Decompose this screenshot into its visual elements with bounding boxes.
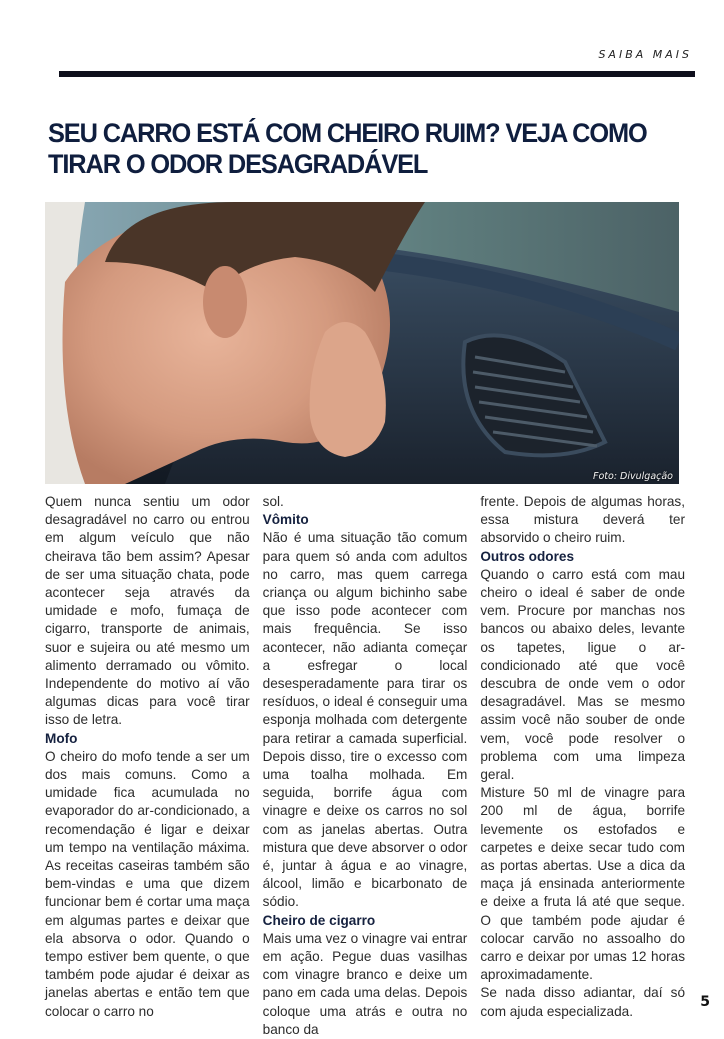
paragraph: Quem nunca sentiu um odor desagradável no carro ou entrou em algum veículo que não cheirava tão bem assim? Apesar de ser uma situação chata, pode acontecer seja através da umidade e mofo, fumaça de cigarro, transporte de animais, suor e sujeira ou até mesmo um alimento derramado ou vômito. Independente do motivo aí vão algumas dicas para você tirar isso de letra. bbox=[45, 494, 250, 728]
paragraph: O cheiro do mofo tende a ser um dos mais comuns. Como a umidade fica acumulada no evaporador do ar-condicionado, a recomendação é ligar e deixar um tempo na ventilação máxima. As receitas caseiras também são bem-vindas e uma que dizem funcionar bem é cortar uma maça em algumas partes e deixar que ela absorva o odor. Quando o tempo estiver bem quente, o que também pode ajudar é deixar as janelas abertas e então tem que colocar o carro no bbox=[45, 748, 250, 1019]
photo-credit: Foto: Divulgação bbox=[593, 471, 673, 482]
section-heading: Outros odores bbox=[480, 548, 574, 564]
section-heading: Vômito bbox=[262, 512, 309, 528]
article-title: SEU CARRO ESTÁ COM CHEIRO RUIM? VEJA COMO TIRAR O ODOR DESAGRADÁVEL bbox=[48, 118, 647, 179]
section-heading: Cheiro de cigarro bbox=[262, 912, 376, 928]
paragraph: Se nada disso adiantar, daí só com ajuda especializada. bbox=[480, 985, 686, 1019]
column-1 bbox=[45, 493, 250, 1039]
article-body bbox=[45, 493, 685, 1039]
column-2 bbox=[263, 493, 468, 1039]
header-rule bbox=[59, 71, 695, 77]
paragraph: sol. bbox=[262, 494, 284, 509]
paragraph: Não é uma situação tão comum para quem só anda com adultos no carro, mas quem carrega criança ou algum bichinho sabe que isso pode acontecer com mais frequência. Se isso acontecer, não adianta começar a esfregar o local desesperadamente para tirar os resíduos, o ideal é conseguir uma esponja molhada com detergente para retirar a camada superficial. Depois disso, tire o excesso com uma toalha molhada. Em seguida, borrife água com vinagre e deixe os carros no sol com as janelas abertas. Outra mistura que deve absorver o odor é, juntar à água e ao vinagre, álcool, limão e bicarbonato de sódio. bbox=[262, 530, 468, 910]
column-3 bbox=[480, 493, 685, 1039]
paragraph: Quando o carro está com mau cheiro o ideal é saber de onde vem. Procure por manchas nos bancos ou abaixo deles, levante os tapetes, ligue o ar-condicionado até que você descubra de onde vem o odor desagradável. Mas se mesmo assim você não souber de onde vem, você pode resolver o problema com uma limpeza geral. bbox=[480, 566, 686, 783]
paragraph: Mais uma vez o vinagre vai entrar em ação. Pegue duas vasilhas com vinagre branco e deixe um pano em cada uma delas. Depois coloque uma atrás e outra no banco da bbox=[262, 930, 468, 1037]
section-label: SAIBA MAIS bbox=[598, 48, 692, 61]
photo-illustration bbox=[45, 202, 679, 484]
article-photo bbox=[45, 202, 679, 484]
paragraph: Misture 50 ml de vinagre para 200 ml de água, borrife levemente os estofados e carpetes e deixe secar tudo com as portas abertas. Use a dica da maça já ensinada anteriormente e deixe a fruta lá até que seque. O que também pode ajudar é colocar carvão no assoalho do carro e deixar por umas 12 horas aproximadamente. bbox=[480, 785, 686, 983]
section-heading: Mofo bbox=[45, 730, 78, 746]
page-number: 5 bbox=[700, 994, 710, 1010]
paragraph: frente. Depois de algumas horas, essa mistura deverá ter absorvido o cheiro ruim. bbox=[480, 494, 686, 546]
